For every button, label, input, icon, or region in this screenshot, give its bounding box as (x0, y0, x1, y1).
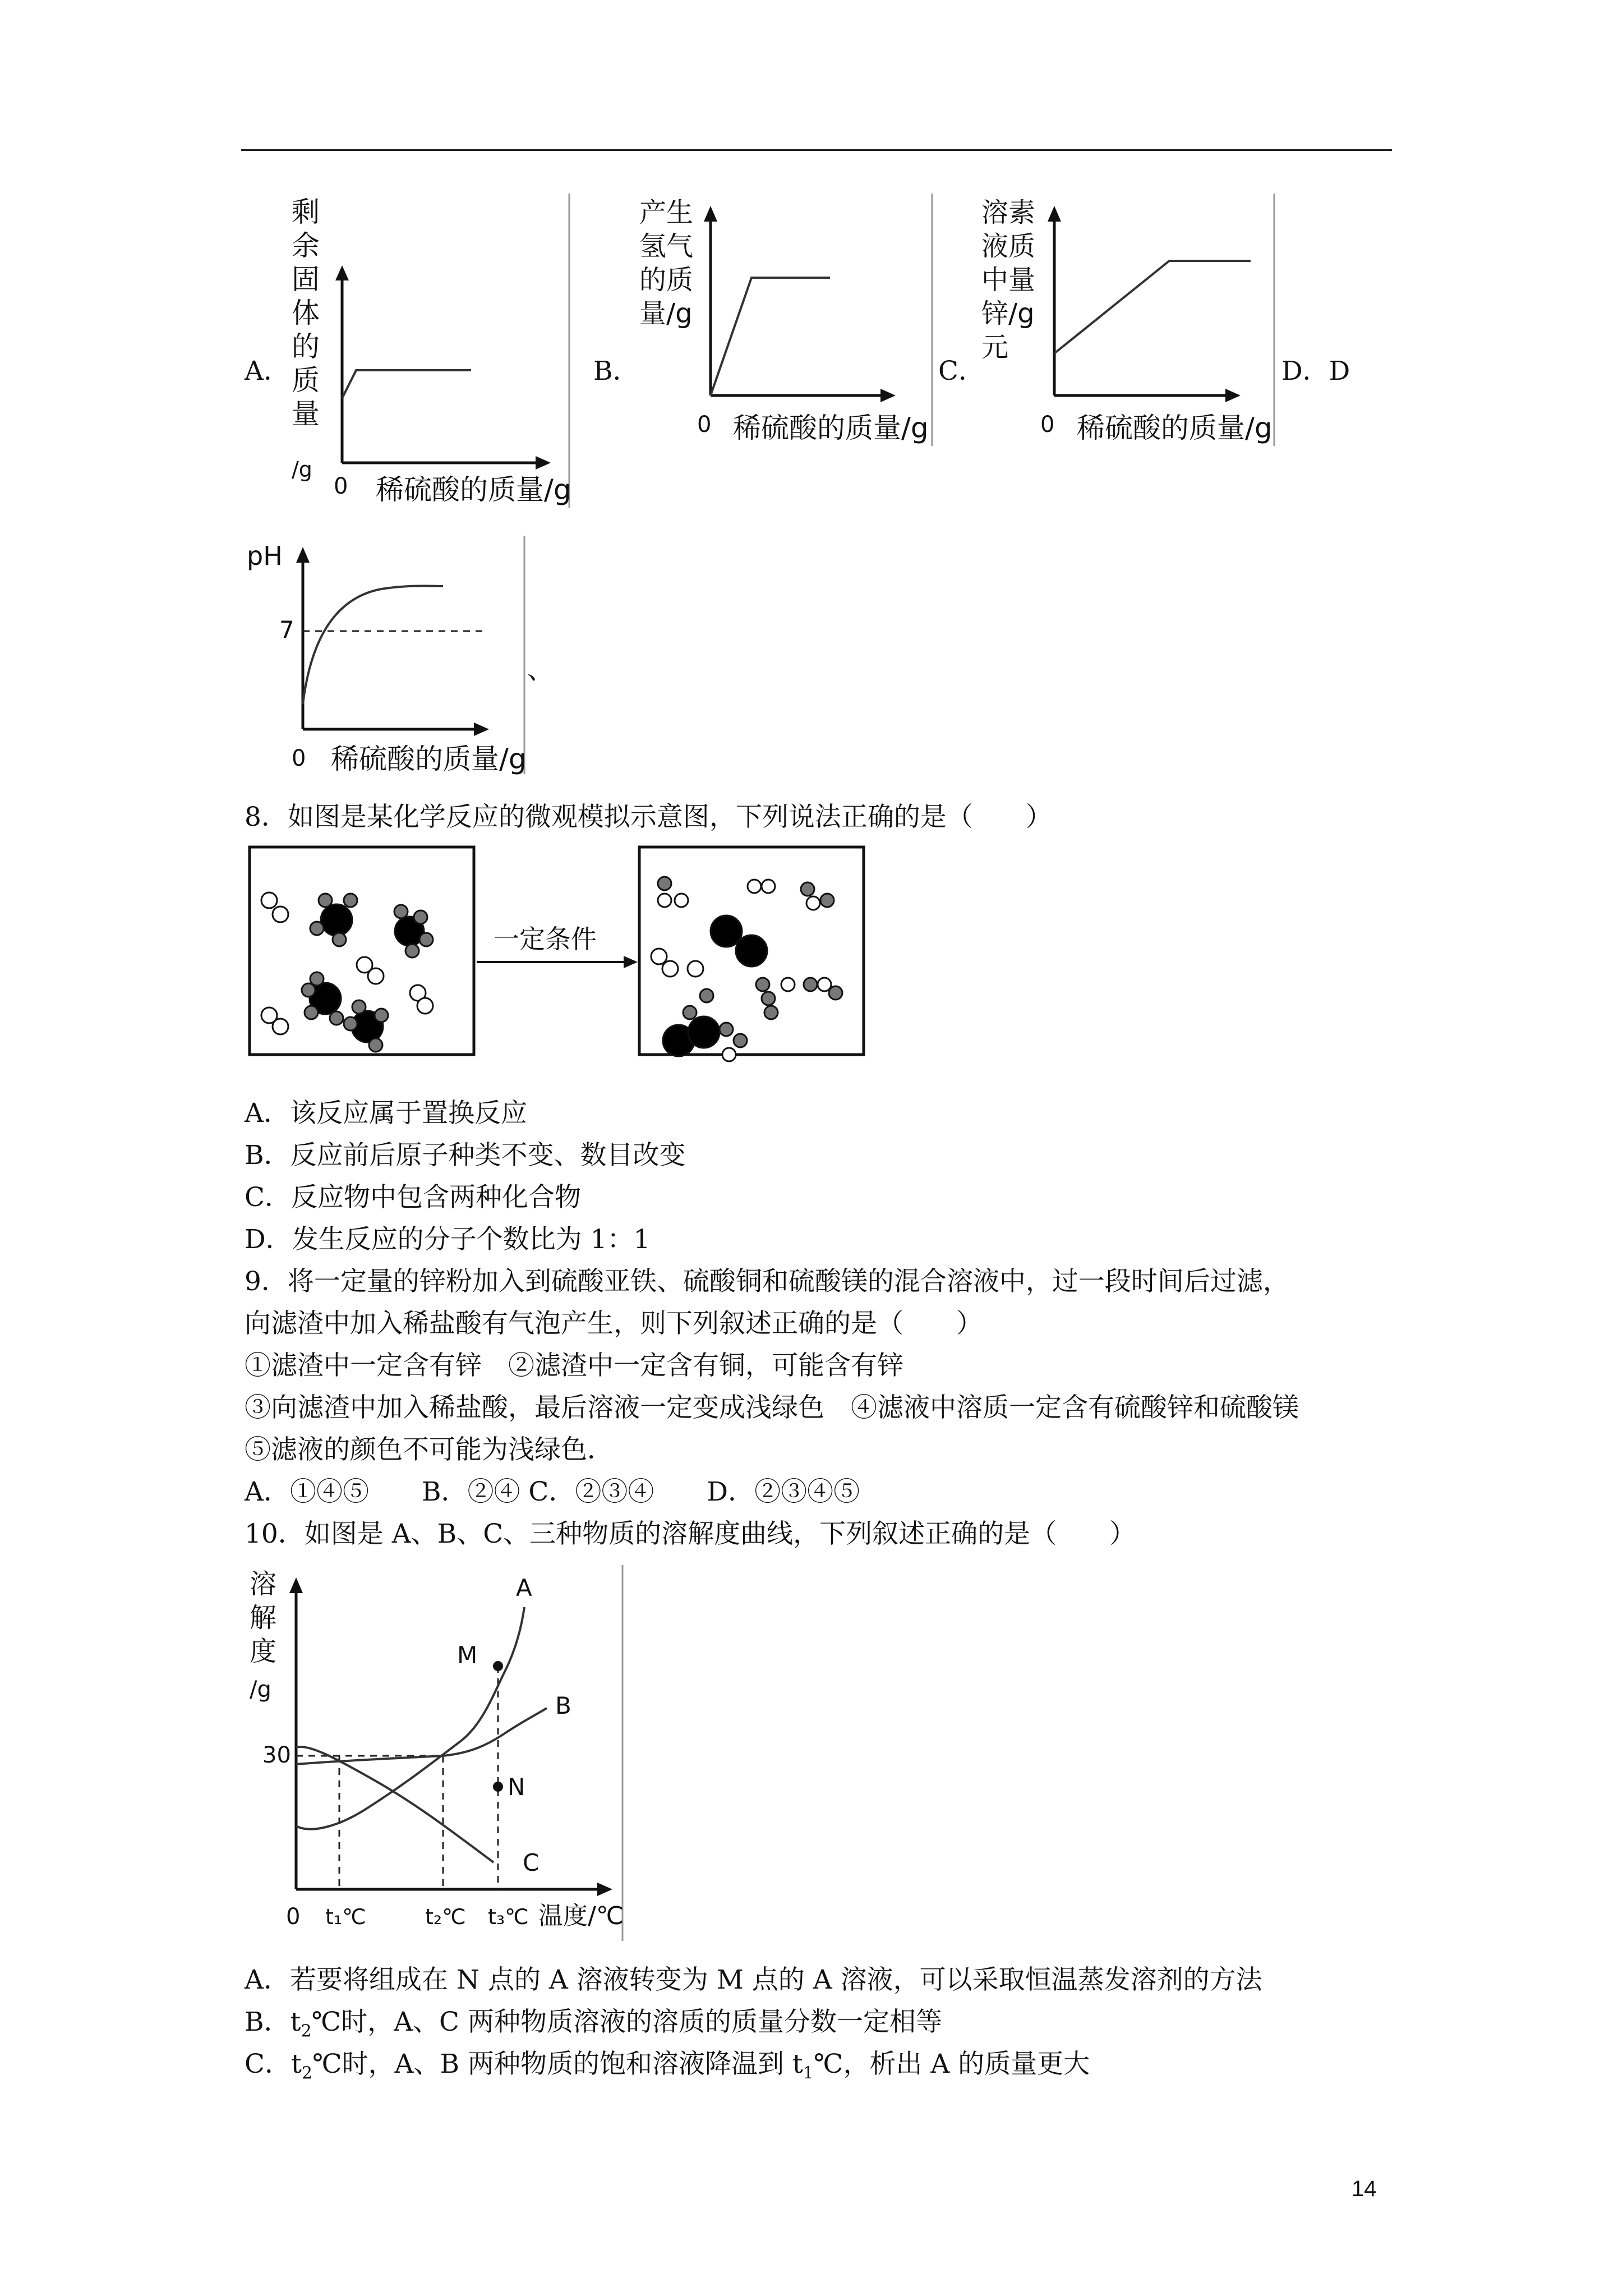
graph-c-ylabel-line: 中量 (981, 264, 1036, 296)
atom (310, 922, 324, 935)
atom (722, 1048, 736, 1061)
q9-statement-line2: ③向滤渣中加入稀盐酸，最后溶液一定变成浅绿色 ④滤液中溶质一定含有硫酸锌和硫酸镁 (245, 1392, 1299, 1423)
graph-a-ylabel-char: 的 (292, 330, 320, 363)
curve-label-c: C (523, 1849, 540, 1876)
atom (310, 972, 324, 986)
header-rule (241, 149, 1392, 151)
solubility-xlabel: 温度/℃ (538, 1902, 624, 1930)
graph-a-ylabel-char: 量 (292, 398, 320, 430)
atom (820, 894, 834, 907)
atom (417, 998, 433, 1014)
graph-a-ylabel-char: /g (292, 457, 312, 482)
solubility-x-tick: t₁℃ (325, 1904, 366, 1929)
atom (675, 894, 688, 907)
q8-stem: 8．如图是某化学反应的微观模拟示意图，下列说法正确的是（ ） (245, 802, 1052, 832)
atom (700, 989, 713, 1002)
option-a-letter: A． (245, 356, 290, 386)
q10-option-c: C．$t_2℃$时，A、B 两种物质的饱和溶液降温到 $t_1℃$，析出 A 的质量更大 (245, 2049, 1090, 2083)
atom (375, 1009, 388, 1022)
atom (321, 904, 352, 936)
graph-c (981, 194, 1284, 452)
molecules (261, 877, 842, 1061)
solubility-origin: 0 (286, 1904, 301, 1930)
atom (688, 1016, 720, 1048)
option-b-letter: B． (593, 356, 639, 386)
atom (658, 877, 671, 890)
atom (829, 986, 842, 1000)
solubility-chart (247, 1565, 628, 1947)
atom (662, 961, 678, 977)
q9-statement-line1: ①滤渣中一定含有锌 ②滤渣中一定含有铜，可能含有锌 (245, 1350, 903, 1381)
solubility-ylabel-char: 度 (250, 1636, 277, 1667)
atom (405, 944, 419, 958)
atom (756, 978, 769, 991)
point-label-n: N (508, 1773, 525, 1801)
graph-b-xlabel: 稀硫酸的质量/g (733, 412, 929, 444)
atom (414, 910, 427, 924)
graph-b-ylabel-line: 量/g (639, 298, 693, 329)
graph-c-ylabel-line: 元 (981, 332, 1009, 363)
q8-option-c: C．反应物中包含两种化合物 (245, 1182, 581, 1213)
q9-statement-line3: ⑤滤液的颜色不可能为浅绿色． (245, 1434, 614, 1465)
solubility-y-tick: 30 (262, 1742, 291, 1768)
atom (273, 907, 288, 922)
atom (806, 896, 820, 910)
graph-b (637, 194, 939, 452)
graph-d (247, 536, 538, 777)
graph-c-ylabel-line: 溶素 (981, 197, 1036, 228)
atom (804, 978, 817, 991)
atom (764, 1006, 778, 1019)
solubility-ylabel-char: /g (250, 1677, 271, 1703)
solubility-x-tick: t₃℃ (488, 1904, 529, 1929)
atom (801, 882, 814, 896)
graph-c-ylabel-line: 液质 (981, 231, 1036, 262)
page-number: 14 (1352, 2177, 1377, 2201)
atom (261, 892, 277, 908)
atom (720, 1023, 733, 1036)
solubility-ylabel-char: 解 (250, 1602, 277, 1634)
atom (734, 1034, 747, 1047)
graph-b-ylabel-line: 的质 (639, 264, 694, 296)
graph-b-ylabel-line: 氢气 (639, 231, 694, 262)
graph-c-origin: 0 (1040, 412, 1055, 438)
curve-a (296, 1607, 524, 1829)
atom (319, 894, 332, 907)
atom (305, 1006, 318, 1019)
graph-b-ylabel-line: 产生 (639, 197, 694, 228)
q8-option-b: B．反应前后原子种类不变、数目改变 (245, 1140, 686, 1171)
graph-a-ylabel-char: 余 (292, 229, 320, 262)
q8-option-a: A．该反应属于置换反应 (245, 1098, 527, 1129)
q9-stem-line2: 向滤渣中加入稀盐酸有气泡产生，则下列叙述正确的是（ ） (245, 1308, 983, 1339)
q8-arrow-label: 一定条件 (494, 924, 597, 954)
atom (711, 915, 742, 947)
atom (748, 880, 761, 893)
trailing-mark: 、 (527, 655, 554, 685)
atom (419, 933, 433, 946)
atom (762, 992, 775, 1005)
atom (688, 961, 703, 977)
graph-a (286, 194, 578, 508)
atom (651, 949, 667, 964)
atom (344, 1017, 357, 1030)
graph-a-origin: 0 (334, 473, 348, 499)
atom (368, 968, 384, 984)
graph-a-xlabel: 稀硫酸的质量/g (376, 473, 571, 506)
atom (369, 1038, 382, 1052)
atom (683, 1006, 697, 1019)
atom (762, 880, 775, 893)
atom (333, 933, 346, 946)
curve-label-b: B (555, 1692, 571, 1719)
graph-b-origin: 0 (697, 412, 712, 438)
q9-choices: A．①④⑤ B．②④ C．②③④ D．②③④⑤ (245, 1476, 860, 1507)
atom (394, 905, 408, 918)
atom (736, 935, 767, 967)
graph-d-y-mark: 7 (279, 616, 294, 643)
atom (330, 1011, 343, 1025)
graph-a-ylabel-char: 剩 (292, 196, 320, 228)
graph-d-ylabel: pH (247, 541, 283, 571)
q8-option-d: D．发生反应的分子个数比为 1：1 (245, 1224, 651, 1255)
solubility-ylabel-char: 溶 (250, 1568, 277, 1600)
graph-a-ylabel-char: 固 (292, 263, 320, 296)
graph-a-ylabel-char: 质 (292, 364, 320, 397)
graph-d-origin: 0 (292, 746, 306, 771)
option-c-letter: C． (938, 356, 985, 386)
q10-option-a: A．若要将组成在 N 点的 A 溶液转变为 M 点的 A 溶液，可以采取恒温蒸发溶剂的方法 (245, 1964, 1262, 1995)
atom (344, 894, 357, 907)
curve-c (296, 1747, 494, 1862)
graph-d-xlabel: 稀硫酸的质量/g (331, 743, 527, 775)
atom (658, 894, 671, 907)
option-d-letter: D．D (1281, 356, 1350, 386)
curve-label-a: A (516, 1574, 532, 1602)
atom (352, 1000, 366, 1014)
q8-diagram (247, 844, 875, 1063)
atom (273, 1019, 288, 1034)
graph-c-ylabel-line: 锌/g (981, 298, 1035, 329)
solubility-x-tick: t₂℃ (425, 1904, 466, 1929)
graph-c-xlabel: 稀硫酸的质量/g (1077, 412, 1272, 444)
q10-stem: 10．如图是 A、B、C、三种物质的溶解度曲线，下列叙述正确的是（ ） (245, 1519, 1136, 1549)
atom (781, 978, 795, 991)
point-label-m: M (457, 1641, 478, 1669)
graph-a-ylabel-char: 体 (292, 297, 320, 329)
q10-option-b: B．$t_2℃$时，A、C 两种物质溶液的溶质的质量分数一定相等 (245, 2007, 942, 2041)
q9-stem-line1: 9．将一定量的锌粉加入到硫酸亚铁、硫酸铜和硫酸镁的混合溶液中，过一段时间后过滤， (245, 1266, 1289, 1297)
